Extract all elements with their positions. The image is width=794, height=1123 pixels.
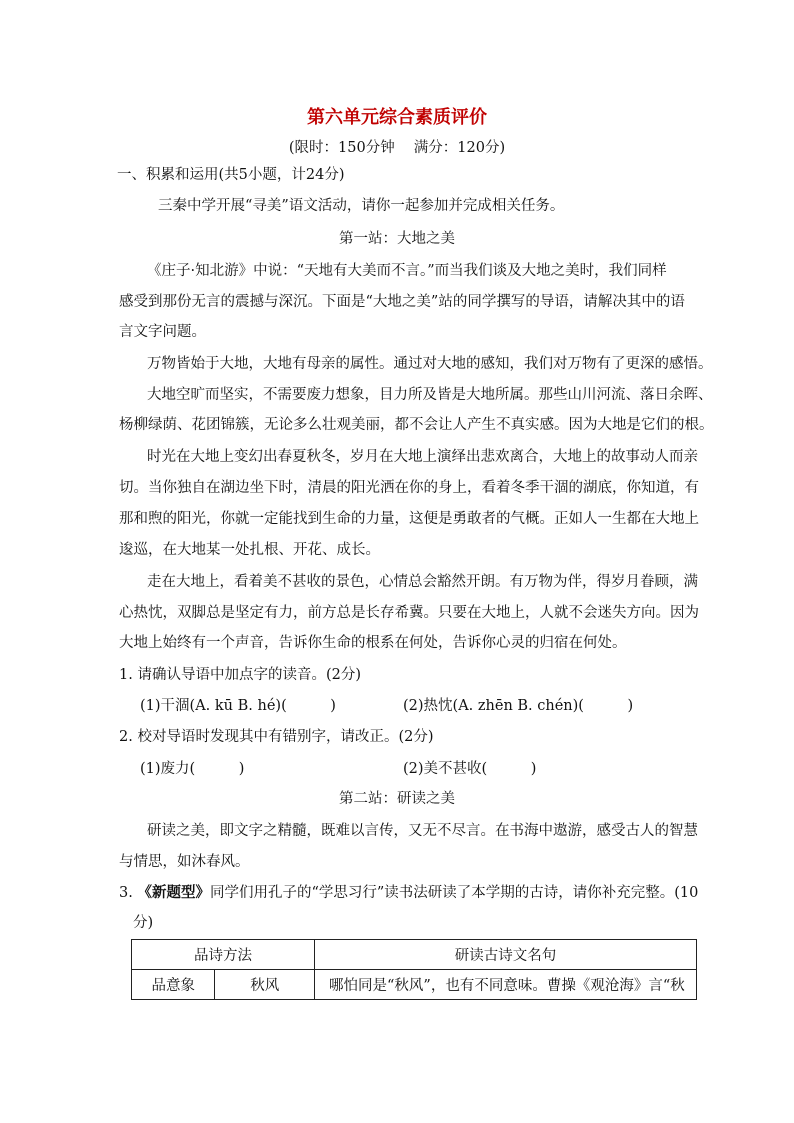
paragraph-line: 言文字问题。 [119, 324, 206, 340]
question-3-number: 3. [119, 885, 133, 901]
page-title: 第六单元综合素质评价 [307, 107, 487, 128]
paragraph-line: 研读之美，即文字之精髓，既难以言传，又无不尽言。在书海中遨游，感受古人的智慧 [147, 823, 698, 839]
question-2: 2. 校对导语时发现其中有错别字，请改正。(2分) [119, 729, 434, 745]
intro-text: 三秦中学开展“寻美”语文活动，请你一起参加并完成相关任务。 [158, 198, 565, 214]
question-3-text: 同学们用孔子的“学思习行”读书法研读了本学期的古诗，请你补充完整。(10 [209, 885, 699, 901]
paragraph-line: 与情思，如沐春风。 [119, 854, 250, 870]
paragraph-line: 杨柳绿荫、花团锦簇，无论多么壮观美丽，都不会让人产生不真实感。因为大地是它们的根。 [119, 417, 714, 433]
table-cell: 哪怕同是“秋风”，也有不同意味。曹操《观沧海》言“秋 [315, 970, 697, 1000]
paragraph-line: 大地空旷而坚实，不需要废力想象，目力所及皆是大地所属。那些山川河流、落日余晖、 [147, 387, 713, 403]
paragraph-line: 逡巡，在大地某一处扎根、开花、成长。 [119, 542, 380, 558]
paragraph-line: 《庄子·知北游》中说：“天地有大美而不言。”而当我们谈及大地之美时，我们同样 [147, 263, 667, 279]
table-row [132, 970, 697, 1000]
paragraph-line: 时光在大地上变幻出春夏秋冬，岁月在大地上演绎出悲欢离合，大地上的故事动人而亲 [147, 449, 698, 465]
station-heading-1: 第一站：大地之美 [339, 231, 455, 247]
question-2-item-2: (2)美不甚收( ) [403, 761, 537, 777]
question-3 [119, 883, 698, 903]
table-cell: 品意象 [132, 970, 215, 1000]
paragraph-line: 万物皆始于大地，大地有母亲的属性。通过对大地的感知，我们对万物有了更深的感悟。 [147, 356, 713, 372]
question-1-option-1: (1)干涸(A. kū B. hé)( ) [140, 698, 336, 714]
paragraph-line: 心热忱，双脚总是坚定有力，前方总是长存希冀。只要在大地上，人就不会迷失方向。因为 [119, 605, 699, 621]
section-heading: 一、积累和运用(共5小题，计24分) [117, 167, 345, 183]
paragraph-line: 切。当你独自在湖边坐下时，清晨的阳光洒在你的身上，看着冬季干涸的湖底，你知道，有 [119, 480, 699, 496]
paragraph-line: 感受到那份无言的震撼与深沉。下面是“大地之美”站的同学撰写的导语，请解决其中的语 [119, 294, 685, 310]
question-type-tag: 《新题型》 [137, 884, 210, 901]
table-header-cell: 研读古诗文名句 [315, 940, 697, 970]
question-1: 1. 请确认导语中加点字的读音。(2分) [119, 667, 361, 683]
station-heading-2: 第二站：研读之美 [339, 791, 455, 807]
paragraph-line: 走在大地上，看着美不甚收的景色，心情总会豁然开朗。有万物为伴，得岁月眷顾，满 [147, 574, 698, 590]
exam-meta: (限时：150分钟 满分：120分) [288, 140, 506, 156]
poetry-table [131, 939, 697, 1000]
paragraph-line: 大地上始终有一个声音，告诉你生命的根系在何处，告诉你心灵的归宿在何处。 [119, 635, 627, 651]
question-2-item-1: (1)废力( ) [140, 761, 245, 777]
question-1-option-2: (2)热忱(A. zhēn B. chén)( ) [403, 698, 634, 714]
paragraph-line: 那和煦的阳光，你就一定能找到生命的力量，这便是勇敢者的气概。正如人一生都在大地上 [119, 511, 699, 527]
table-cell: 秋风 [215, 970, 315, 1000]
table-header-row [132, 940, 697, 970]
table-header-cell: 品诗方法 [132, 940, 315, 970]
question-3-continuation: 分) [133, 915, 154, 931]
